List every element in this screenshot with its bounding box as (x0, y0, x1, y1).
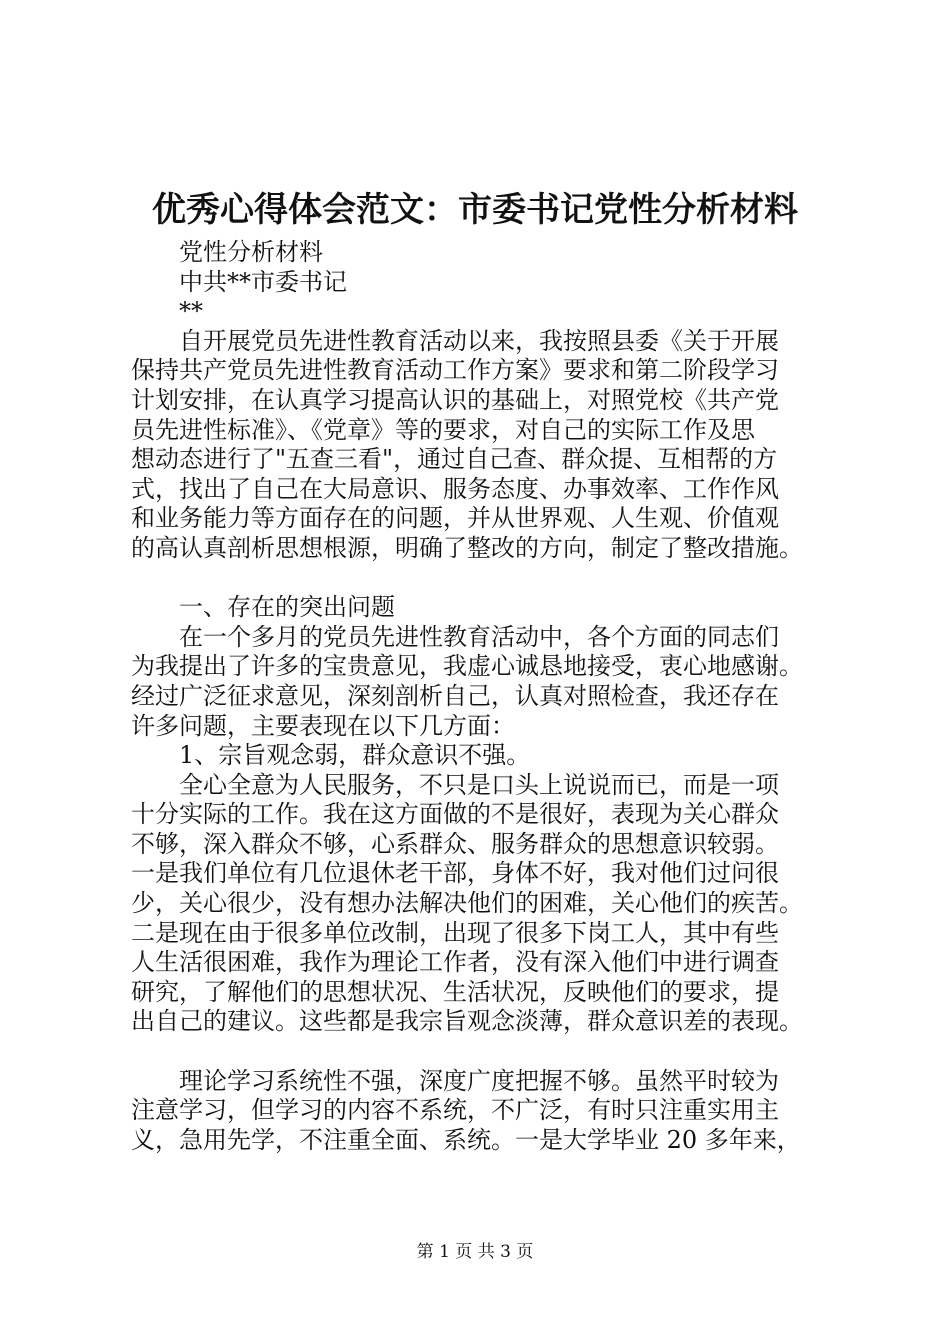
text-line: 党性分析材料 (179, 238, 323, 266)
text-line: 许多问题，主要表现在以下几方面： (131, 711, 515, 740)
text-line: 十分实际的工作。我在这方面做的不是很好，表现为关心群众 (131, 800, 779, 829)
text-line: 研究，了解他们的思想状况、生活状况，反映他们的要求，提 (131, 977, 779, 1006)
text-line: 人生活很困难，我作为理论工作者，没有深入他们中进行调查 (131, 948, 779, 977)
text-line: 全心全意为人民服务，不只是口头上说说而已，而是一项 (179, 770, 779, 799)
document-title: 优秀心得体会范文：市委书记党性分析材料 (152, 190, 798, 230)
text-line: 出自己的建议。这些都是我宗旨观念淡薄，群众意识差的表现。 (131, 1007, 803, 1036)
page-footer: 第 1 页 共 3 页 (416, 1242, 534, 1262)
text-line: 员先进性标准》、《党章》等的要求，对自己的实际工作及思 (131, 415, 755, 444)
text-line: 为我提出了许多的宝贵意见，我虚心诚恳地接受，衷心地感谢。 (131, 652, 803, 681)
text-line: 经过广泛征求意见，深刻剖析自己，认真对照检查，我还存在 (131, 681, 779, 710)
blank-line (131, 1037, 851, 1067)
text-line: 自开展党员先进性教育活动以来，我按照县委《关于开展 (179, 326, 779, 355)
text-line: 保持共产党员先进性教育活动工作方案》要求和第二阶段学习 (131, 356, 779, 385)
text-line: 中共**市委书记 (179, 267, 347, 296)
text-line: ** (179, 297, 203, 326)
text-line: 在一个多月的党员先进性教育活动中，各个方面的同志们 (179, 622, 779, 651)
text-line: 计划安排，在认真学习提高认识的基础上，对照党校《共产党 (131, 385, 779, 414)
text-line: 理论学习系统性不强，深度广度把握不够。虽然平时较为 (179, 1066, 779, 1095)
text-line: 想动态进行了"五查三看"，通过自己查、群众提、互相帮的方 (131, 445, 778, 474)
document-body (131, 238, 851, 1155)
text-line: 式，找出了自己在大局意识、服务态度、办事效率、工作作风 (131, 474, 779, 503)
text-line: 和业务能力等方面存在的问题，并从世界观、人生观、价值观 (131, 504, 779, 533)
blank-line (131, 564, 851, 594)
text-line: 注意学习，但学习的内容不系统，不广泛，有时只注重实用主 (131, 1096, 779, 1125)
text-line: 的高认真剖析思想根源，明确了整改的方向，制定了整改措施。 (131, 533, 803, 562)
text-line: 少，关心很少，没有想办法解决他们的困难，关心他们的疾苦。 (131, 889, 803, 918)
text-line: 义，急用先学，不注重全面、系统。一是大学毕业 20 多年来， (131, 1125, 801, 1154)
text-line: 一是我们单位有几位退休老干部，身体不好，我对他们过问很 (131, 859, 779, 888)
text-line: 不够，深入群众不够，心系群众、服务群众的思想意识较弱。 (131, 829, 779, 858)
text-line: 二是现在由于很多单位改制，出现了很多下岗工人，其中有些 (131, 918, 779, 947)
text-line: 一、存在的突出问题 (179, 593, 395, 622)
text-line: 1、宗旨观念弱，群众意识不强。 (179, 741, 531, 770)
